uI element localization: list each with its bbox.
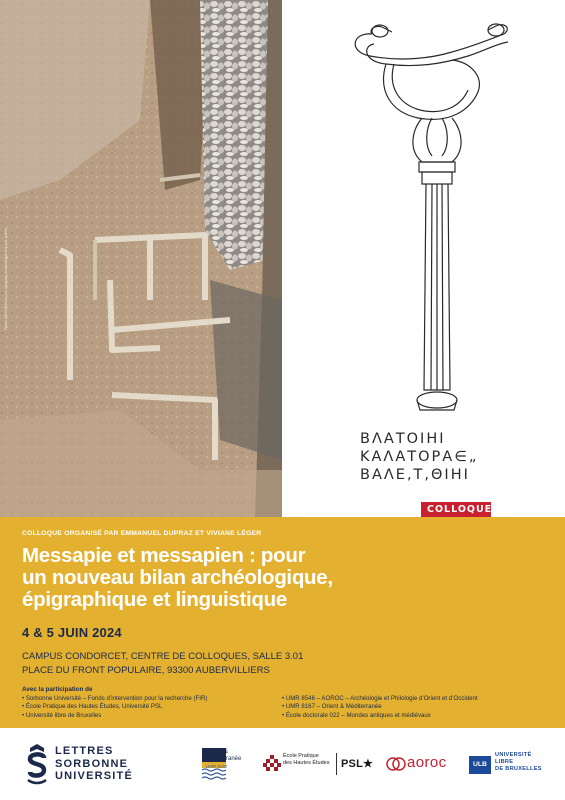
ephe-line-1: École Pratique	[283, 753, 319, 759]
partner-item: • École doctorale 022 – Mondes antiques et médiévaux	[282, 712, 532, 720]
event-venue	[22, 650, 543, 678]
ulb-logo-box: ULB	[469, 756, 491, 774]
title-line-2: un nouveau bilan archéologique,	[22, 566, 333, 589]
excavation-photo-drawing	[0, 0, 282, 517]
partner-item: • École Pratique des Hautes Études, Université PSL	[22, 703, 272, 711]
ulb-line-3: DE BRUXELLES	[495, 765, 542, 772]
partners-list	[22, 695, 543, 720]
logo-divider	[336, 753, 337, 775]
partner-logos-bar	[0, 728, 565, 800]
title-line-1: Messapie et messapien : pour	[22, 544, 306, 567]
partner-item: • Sorbonne Université – Fonds d’intervention pour la recherche (FIR)	[22, 695, 272, 703]
ulb-line-1: UNIVERSITÉ	[495, 752, 532, 758]
venue-line-1: CAMPUS CONDORCET, CENTRE DE COLLOQUES, SALLE 3.01	[22, 651, 304, 662]
sorbonne-line-3: UNIVERSITÉ	[55, 770, 134, 782]
ephe-logo-text	[283, 753, 329, 766]
event-title	[22, 545, 412, 611]
event-dates: 4 & 5 JUIN 2024	[22, 625, 122, 640]
artifact-drawing	[282, 0, 565, 517]
psl-logo: PSL★	[341, 758, 374, 770]
partners-left-column	[22, 695, 272, 720]
ulb-line-2: LIBRE	[495, 758, 514, 765]
ephe-line-2: des Hautes Études	[283, 759, 330, 766]
venue-line-2: PLACE DU FRONT POPULAIRE, 93300 AUBERVILLIERS	[22, 665, 270, 676]
partner-item: • UMR 8167 – Orient & Méditerranée	[282, 703, 532, 711]
om-line-3: UMR 8167	[206, 764, 228, 769]
ulb-logo-text	[495, 752, 542, 772]
title-line-3: épigraphique et linguistique	[22, 588, 287, 611]
participation-heading: Avec la participation de	[22, 686, 93, 693]
sorbonne-line-1: LETTRES	[55, 745, 114, 757]
photo-credit: Photo d’Ezio/Fabien (ou Jacques) archéologue tiré aux ordres	[4, 227, 8, 330]
aoroc-logo-icon	[386, 755, 406, 773]
inscription-line-2: ΚΑΛΑΤΟΡΑ∈„	[360, 449, 479, 465]
organizer-line: COLLOQUE ORGANISÉ PAR EMMANUEL DUPRAZ ET VIVIANE LÉGER	[22, 530, 262, 537]
ephe-logo-icon	[263, 755, 281, 773]
partners-right-column	[282, 695, 532, 720]
greek-inscription	[360, 430, 560, 484]
aoroc-logo: aoroc	[407, 754, 447, 771]
event-info-band	[0, 517, 565, 728]
excavation-photo	[0, 0, 282, 517]
partner-item: • UMR 8546 – AOROC – Archéologie et Philologie d’Orient et d’Occident	[282, 695, 532, 703]
sorbonne-logo-icon	[24, 742, 50, 786]
inscription-line-1: ΒΛΑΤΟΙΗΙ	[360, 431, 446, 447]
partner-item: • Université libre de Bruxelles	[22, 712, 272, 720]
orient-mediterranee-text	[206, 749, 241, 770]
om-line-1: Orient &	[206, 749, 229, 755]
colloque-badge: COLLOQUE	[421, 502, 491, 517]
sorbonne-logo-text	[55, 745, 133, 783]
om-line-2: Méditerranée	[206, 756, 242, 762]
inscription-line-3: ΒΑΛΕ,Τ,ΘΙΗΙ	[360, 467, 470, 483]
caduceus-illustration	[282, 0, 565, 430]
sorbonne-line-2: SORBONNE	[55, 757, 129, 770]
